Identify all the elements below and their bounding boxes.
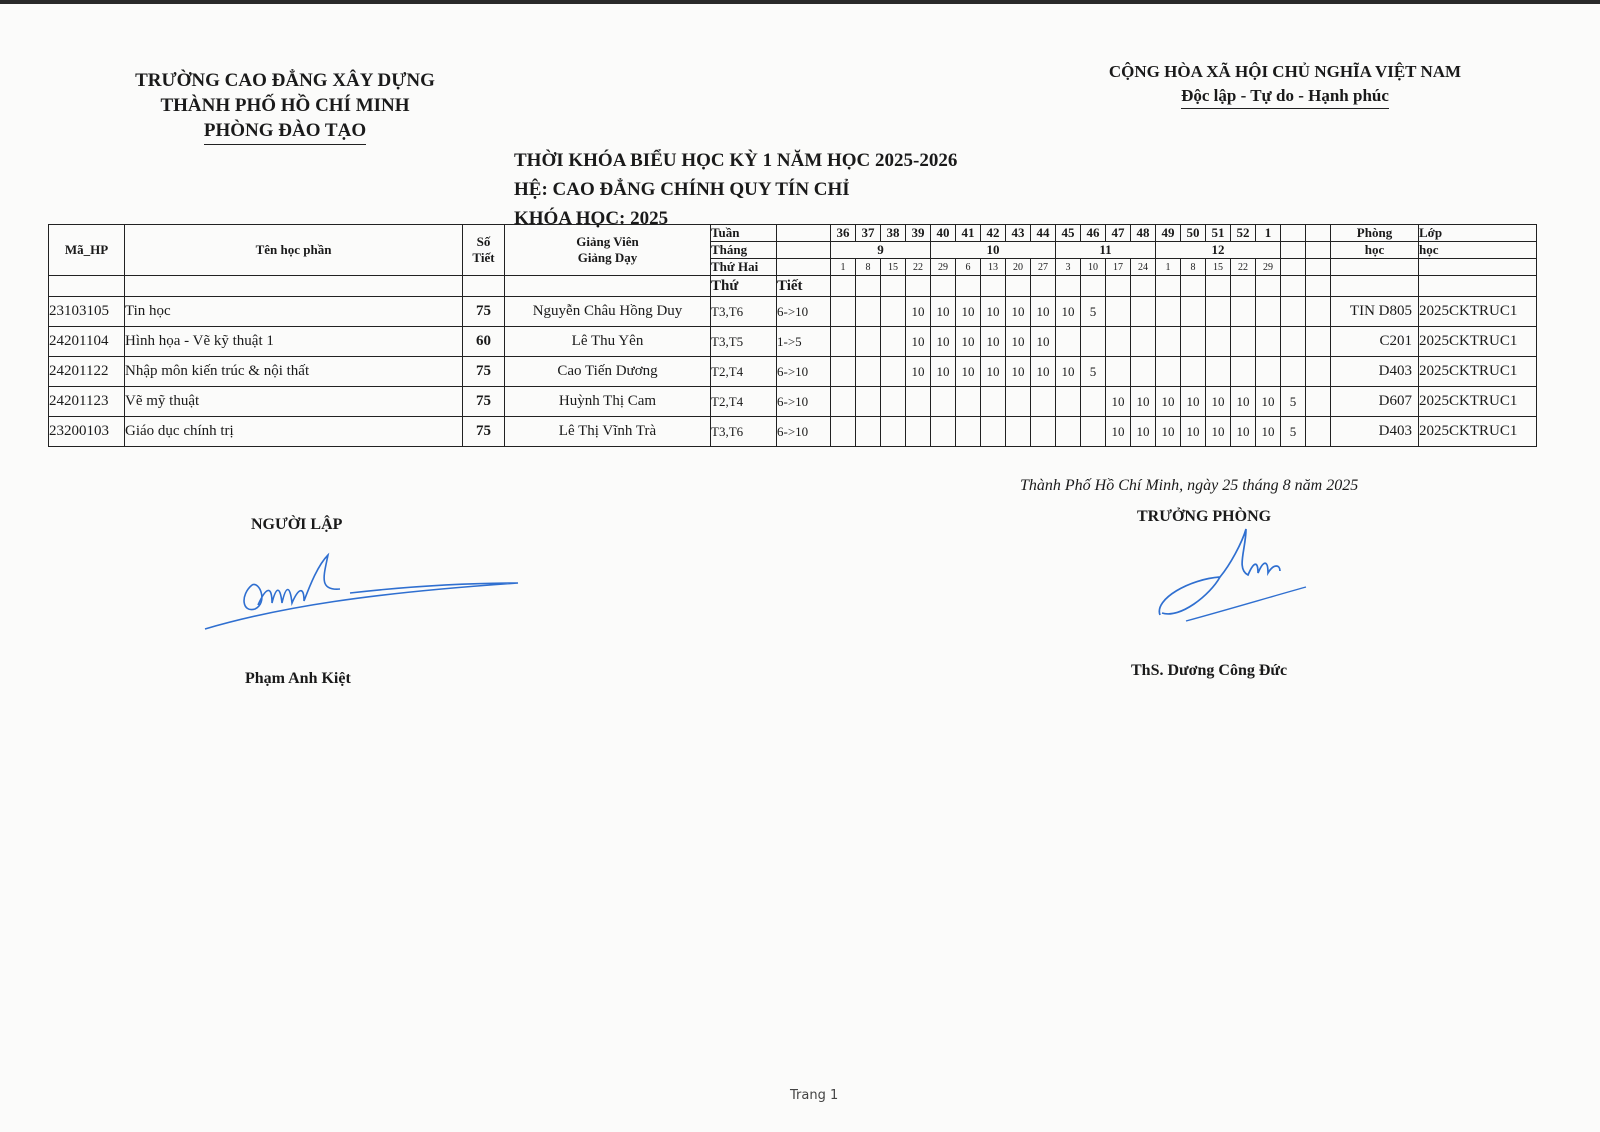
col-giangvien-header — [505, 225, 711, 276]
week-periods — [831, 327, 856, 357]
lecturer: Lê Thu Yên — [505, 327, 711, 357]
table-row — [49, 327, 1537, 357]
week-periods — [881, 387, 906, 417]
week-number: 37 — [856, 225, 881, 242]
empty-cell — [831, 276, 856, 297]
week-periods — [1006, 417, 1031, 447]
title-line-1: THỜI KHÓA BIỂU HỌC KỲ 1 NĂM HỌC 2025-2026 — [514, 150, 958, 171]
week-periods — [981, 417, 1006, 447]
empty-cell — [881, 276, 906, 297]
monday-date: 8 — [1181, 259, 1206, 276]
preparer-signature — [200, 545, 525, 640]
period-range: 6->10 — [777, 417, 831, 447]
week-periods — [1181, 297, 1206, 327]
week-periods — [1281, 357, 1306, 387]
week-periods — [1156, 297, 1181, 327]
week-periods: 5 — [1281, 417, 1306, 447]
course-code: 23103105 — [49, 297, 125, 327]
week-periods — [1306, 297, 1331, 327]
week-periods — [1306, 357, 1331, 387]
empty-cell — [1031, 276, 1056, 297]
empty-cell — [777, 225, 831, 242]
monday-date: 1 — [831, 259, 856, 276]
week-periods — [1031, 417, 1056, 447]
header-row-thu-tiet — [49, 276, 1537, 297]
week-number: 49 — [1156, 225, 1181, 242]
weekday: T2,T4 — [711, 357, 777, 387]
empty-cell — [1281, 276, 1306, 297]
col-ma-header: Mã_HP — [49, 225, 125, 276]
week-number: 51 — [1206, 225, 1231, 242]
monday-date: 29 — [931, 259, 956, 276]
lecturer: Cao Tiến Dương — [505, 357, 711, 387]
week-periods: 10 — [1206, 417, 1231, 447]
week-periods — [956, 417, 981, 447]
empty-cell — [856, 276, 881, 297]
week-periods — [1256, 357, 1281, 387]
empty-cell — [463, 276, 505, 297]
head-name: ThS. Dương Công Đức — [1131, 662, 1288, 679]
title-line-3: KHÓA HỌC: 2025 — [514, 208, 669, 229]
room: TIN D805 — [1331, 297, 1419, 327]
month-label: 9 — [831, 242, 931, 259]
col-lop-header-1: Lớp — [1419, 225, 1537, 242]
empty-cell — [1306, 242, 1331, 259]
week-periods — [856, 357, 881, 387]
empty-cell — [1331, 276, 1419, 297]
monday-date: 6 — [956, 259, 981, 276]
lecturer: Huỳnh Thị Cam — [505, 387, 711, 417]
empty-cell — [1281, 242, 1306, 259]
course-name: Nhập môn kiến trúc & nội thất — [125, 357, 463, 387]
col-sotiet-label-1: Số — [476, 234, 491, 249]
week-periods — [1281, 327, 1306, 357]
week-number: 41 — [956, 225, 981, 242]
week-periods — [906, 387, 931, 417]
week-number: 36 — [831, 225, 856, 242]
label-thu-hai: Thứ Hai — [711, 259, 777, 276]
empty-cell — [956, 276, 981, 297]
table-row — [49, 357, 1537, 387]
col-sotiet-header — [463, 225, 505, 276]
monday-date: 13 — [981, 259, 1006, 276]
week-periods: 10 — [1106, 417, 1131, 447]
week-periods — [1206, 357, 1231, 387]
week-periods — [831, 417, 856, 447]
week-periods: 10 — [1156, 387, 1181, 417]
course-periods: 60 — [463, 327, 505, 357]
lecturer: Nguyễn Châu Hồng Duy — [505, 297, 711, 327]
empty-cell — [1081, 276, 1106, 297]
week-periods: 10 — [1031, 357, 1056, 387]
monday-date: 15 — [1206, 259, 1231, 276]
week-periods — [1306, 417, 1331, 447]
week-number — [1306, 225, 1331, 242]
head-title: TRƯỞNG PHÒNG — [1137, 508, 1272, 525]
week-periods — [1306, 327, 1331, 357]
national-motto — [1090, 60, 1480, 109]
week-periods — [856, 297, 881, 327]
week-periods — [1081, 327, 1106, 357]
week-periods — [1181, 327, 1206, 357]
empty-cell — [906, 276, 931, 297]
empty-cell — [1206, 276, 1231, 297]
empty-cell — [49, 276, 125, 297]
class-code: 2025CKTRUC1 — [1419, 357, 1537, 387]
week-periods: 10 — [981, 327, 1006, 357]
motto: Độc lập - Tự do - Hạnh phúc — [1181, 84, 1389, 109]
preparer-name: Phạm Anh Kiệt — [245, 670, 351, 687]
weekday: T3,T6 — [711, 417, 777, 447]
class-code: 2025CKTRUC1 — [1419, 297, 1537, 327]
week-periods: 10 — [981, 297, 1006, 327]
empty-cell — [981, 276, 1006, 297]
week-periods: 10 — [1006, 327, 1031, 357]
week-periods — [1081, 387, 1106, 417]
week-periods — [1106, 357, 1131, 387]
week-periods — [831, 297, 856, 327]
course-name: Hình họa - Vẽ kỹ thuật 1 — [125, 327, 463, 357]
week-periods — [881, 327, 906, 357]
issue-date: Thành Phố Hồ Chí Minh, ngày 25 tháng 8 năm 2025 — [1020, 477, 1359, 494]
week-periods — [856, 417, 881, 447]
week-periods: 10 — [981, 357, 1006, 387]
week-periods: 10 — [956, 327, 981, 357]
week-periods: 10 — [906, 297, 931, 327]
week-periods — [881, 297, 906, 327]
institution-name: TRƯỜNG CAO ĐẲNG XÂY DỰNG — [135, 70, 435, 91]
course-name: Giáo dục chính trị — [125, 417, 463, 447]
monday-date: 20 — [1006, 259, 1031, 276]
week-number: 47 — [1106, 225, 1131, 242]
empty-cell — [1419, 259, 1537, 276]
week-periods: 10 — [1256, 417, 1281, 447]
monday-date: 10 — [1081, 259, 1106, 276]
monday-date: 17 — [1106, 259, 1131, 276]
empty-cell — [1156, 276, 1181, 297]
week-number: 45 — [1056, 225, 1081, 242]
empty-cell — [1106, 276, 1131, 297]
week-periods — [1131, 327, 1156, 357]
col-phong-header-2: học — [1331, 242, 1419, 259]
week-periods: 10 — [1256, 387, 1281, 417]
week-periods — [856, 387, 881, 417]
week-periods — [1031, 387, 1056, 417]
scan-top-edge — [0, 0, 1600, 4]
room: D607 — [1331, 387, 1419, 417]
week-periods: 5 — [1081, 297, 1106, 327]
empty-cell — [1256, 276, 1281, 297]
week-periods: 5 — [1281, 387, 1306, 417]
monday-date: 22 — [906, 259, 931, 276]
month-label: 11 — [1056, 242, 1156, 259]
week-periods: 10 — [1031, 297, 1056, 327]
period-range: 1->5 — [777, 327, 831, 357]
course-periods: 75 — [463, 357, 505, 387]
weekday: T3,T6 — [711, 297, 777, 327]
week-periods — [856, 327, 881, 357]
col-giangvien-label-1: Giảng Viên — [576, 234, 639, 249]
week-periods: 10 — [1106, 387, 1131, 417]
empty-cell — [931, 276, 956, 297]
col-sotiet-label-2: Tiết — [472, 250, 495, 265]
institution-header — [110, 68, 460, 145]
week-number: 48 — [1131, 225, 1156, 242]
week-periods: 10 — [931, 357, 956, 387]
week-periods: 10 — [931, 297, 956, 327]
empty-cell — [1306, 276, 1331, 297]
col-lop-header-2: học — [1419, 242, 1537, 259]
title-line-2: HỆ: CAO ĐẲNG CHÍNH QUY TÍN CHỈ — [514, 179, 850, 200]
weekday: T3,T5 — [711, 327, 777, 357]
period-range: 6->10 — [777, 357, 831, 387]
week-periods — [1206, 297, 1231, 327]
week-number: 40 — [931, 225, 956, 242]
week-number: 46 — [1081, 225, 1106, 242]
week-periods — [906, 417, 931, 447]
document-title — [514, 146, 957, 233]
class-code: 2025CKTRUC1 — [1419, 417, 1537, 447]
week-periods — [831, 357, 856, 387]
monday-date: 27 — [1031, 259, 1056, 276]
monday-date — [1281, 259, 1306, 276]
week-number: 43 — [1006, 225, 1031, 242]
week-number: 38 — [881, 225, 906, 242]
week-periods — [1256, 327, 1281, 357]
week-periods — [831, 387, 856, 417]
room: D403 — [1331, 357, 1419, 387]
col-phong-header-1: Phòng — [1331, 225, 1419, 242]
col-giangvien-label-2: Giảng Dạy — [577, 250, 638, 265]
empty-cell — [1056, 276, 1081, 297]
lecturer: Lê Thị Vĩnh Trà — [505, 417, 711, 447]
label-tuan: Tuần — [711, 225, 777, 242]
course-code: 24201123 — [49, 387, 125, 417]
week-periods — [1006, 387, 1031, 417]
course-code: 23200103 — [49, 417, 125, 447]
week-periods: 10 — [1231, 417, 1256, 447]
course-periods: 75 — [463, 297, 505, 327]
week-periods — [1181, 357, 1206, 387]
monday-date: 8 — [856, 259, 881, 276]
week-periods — [956, 387, 981, 417]
week-periods — [881, 357, 906, 387]
week-periods — [1131, 357, 1156, 387]
week-periods: 10 — [956, 297, 981, 327]
week-periods — [1081, 417, 1106, 447]
week-periods: 10 — [1031, 327, 1056, 357]
week-periods: 10 — [1006, 357, 1031, 387]
weekday: T2,T4 — [711, 387, 777, 417]
week-periods — [1306, 387, 1331, 417]
month-label: 10 — [931, 242, 1056, 259]
week-periods: 10 — [1131, 417, 1156, 447]
empty-cell — [505, 276, 711, 297]
week-periods: 10 — [1056, 297, 1081, 327]
week-periods: 10 — [906, 327, 931, 357]
week-number: 50 — [1181, 225, 1206, 242]
room: D403 — [1331, 417, 1419, 447]
week-periods: 10 — [1231, 387, 1256, 417]
week-periods: 10 — [1156, 417, 1181, 447]
week-periods — [1106, 327, 1131, 357]
monday-date: 22 — [1231, 259, 1256, 276]
col-ten-header: Tên học phần — [125, 225, 463, 276]
week-periods — [931, 417, 956, 447]
week-periods: 10 — [956, 357, 981, 387]
week-periods: 10 — [1181, 417, 1206, 447]
empty-cell — [1006, 276, 1031, 297]
week-periods — [1056, 387, 1081, 417]
week-periods: 10 — [1006, 297, 1031, 327]
department-name: PHÒNG ĐÀO TẠO — [204, 118, 366, 145]
room: C201 — [1331, 327, 1419, 357]
week-periods: 10 — [1206, 387, 1231, 417]
week-periods: 5 — [1081, 357, 1106, 387]
course-code: 24201122 — [49, 357, 125, 387]
week-periods — [1106, 297, 1131, 327]
label-thang: Tháng — [711, 242, 777, 259]
week-periods — [1206, 327, 1231, 357]
week-periods: 10 — [906, 357, 931, 387]
empty-cell — [125, 276, 463, 297]
label-tiet: Tiết — [777, 276, 831, 297]
country-name: CỘNG HÒA XÃ HỘI CHỦ NGHĨA VIỆT NAM — [1108, 62, 1462, 81]
label-thu: Thứ — [711, 276, 777, 297]
course-name: Vẽ mỹ thuật — [125, 387, 463, 417]
empty-cell — [777, 242, 831, 259]
week-periods: 10 — [1056, 357, 1081, 387]
table-row — [49, 417, 1537, 447]
period-range: 6->10 — [777, 297, 831, 327]
week-periods — [1131, 297, 1156, 327]
class-code: 2025CKTRUC1 — [1419, 387, 1537, 417]
week-periods — [1256, 297, 1281, 327]
week-periods — [1056, 327, 1081, 357]
week-periods — [1156, 357, 1181, 387]
week-number: 39 — [906, 225, 931, 242]
month-label: 12 — [1156, 242, 1281, 259]
week-periods: 10 — [1181, 387, 1206, 417]
week-periods — [881, 417, 906, 447]
week-periods — [931, 387, 956, 417]
empty-cell — [1419, 276, 1537, 297]
monday-date: 1 — [1156, 259, 1181, 276]
monday-date: 29 — [1256, 259, 1281, 276]
week-periods — [1056, 417, 1081, 447]
empty-cell — [1131, 276, 1156, 297]
week-number: 1 — [1256, 225, 1281, 242]
course-code: 24201104 — [49, 327, 125, 357]
institution-city: THÀNH PHỐ HỒ CHÍ MINH — [160, 95, 410, 116]
week-periods — [1156, 327, 1181, 357]
course-periods: 75 — [463, 387, 505, 417]
week-periods — [1281, 297, 1306, 327]
week-periods: 10 — [931, 327, 956, 357]
period-range: 6->10 — [777, 387, 831, 417]
week-number — [1281, 225, 1306, 242]
week-periods — [1231, 327, 1256, 357]
empty-cell — [1231, 276, 1256, 297]
week-number: 44 — [1031, 225, 1056, 242]
course-name: Tin học — [125, 297, 463, 327]
head-signature — [1150, 525, 1330, 635]
preparer-title: NGƯỜI LẬP — [251, 516, 343, 533]
table-row — [49, 387, 1537, 417]
table-row — [49, 297, 1537, 327]
week-periods: 10 — [1131, 387, 1156, 417]
timetable — [48, 224, 1537, 447]
page-number: Trang 1 — [790, 1088, 839, 1103]
week-periods — [1231, 297, 1256, 327]
empty-cell — [1331, 259, 1419, 276]
week-number: 42 — [981, 225, 1006, 242]
monday-date: 15 — [881, 259, 906, 276]
course-periods: 75 — [463, 417, 505, 447]
week-periods — [981, 387, 1006, 417]
week-periods — [1231, 357, 1256, 387]
monday-date — [1306, 259, 1331, 276]
week-number: 52 — [1231, 225, 1256, 242]
class-code: 2025CKTRUC1 — [1419, 327, 1537, 357]
empty-cell — [777, 259, 831, 276]
header-row-weeks — [49, 225, 1537, 242]
monday-date: 3 — [1056, 259, 1081, 276]
empty-cell — [1181, 276, 1206, 297]
monday-date: 24 — [1131, 259, 1156, 276]
